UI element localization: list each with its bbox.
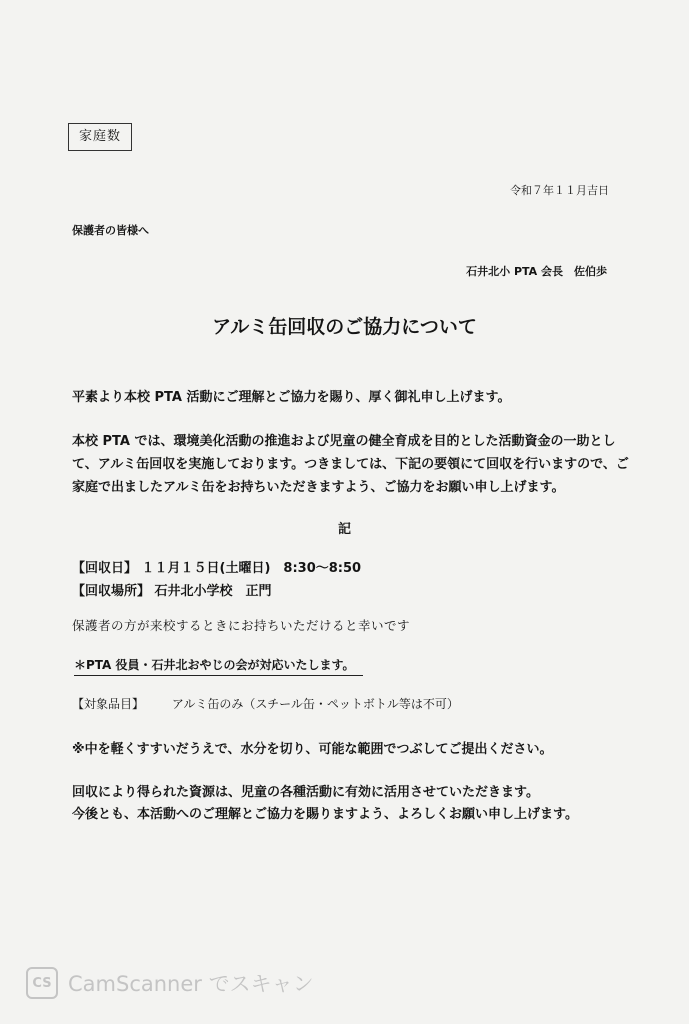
stamp-box: 家庭数 [68, 123, 132, 151]
intro-paragraph: 本校 PTA では、環境美化活動の推進および児童の健全育成を目的とした活動資金の一助として、アルミ缶回収を実施しております。つきましては、下記の要領にて回収を行いますので、ご家庭で出ましたアルミ缶をお持ちいただきますよう、ご協力をお願い申し上げます。 [72, 434, 629, 495]
page-title: アルミ缶回収のご協力について [212, 316, 477, 338]
camscanner-logo-icon: CS [26, 967, 58, 999]
collection-place-label: 【回収場所】 [72, 584, 151, 599]
collection-date-label: 【回収日】 [72, 561, 138, 576]
collection-place-row [72, 580, 272, 599]
target-items-label: 【対象品目】 [72, 697, 145, 711]
ki-heading: 記 [337, 522, 351, 537]
organizer-note: ＊PTA 役員・石井北おやじの会が対応いたします。 [74, 656, 363, 676]
addressee: 保護者の皆様へ [72, 224, 149, 237]
issue-date: 令和７年１１月吉日 [510, 184, 609, 197]
target-items-row [72, 695, 459, 712]
camscanner-watermark [26, 967, 314, 999]
greeting-paragraph: 平素より本校 PTA 活動にご理解とご協力を賜り、厚く御礼申し上げます。 [72, 390, 511, 405]
collection-place-value: 石井北小学校 正門 [154, 584, 272, 599]
collection-date-row [72, 557, 361, 576]
watermark-text: CamScanner でスキャン [68, 972, 314, 996]
sender: 石井北小 PTA 会長 佐伯歩 [466, 265, 607, 278]
closing-line-1: 回収により得られた資源は、児童の各種活動に有効に活用させていただきます。 [72, 785, 539, 800]
closing-line-2: 今後とも、本活動へのご理解とご協力を賜りますよう、よろしくお願い申し上げます。 [72, 807, 578, 822]
target-items-value: アルミ缶のみ（スチール缶・ペットボトル等は不可） [171, 697, 459, 711]
collection-date-value: １１月１５日(土曜日) 8:30〜8:50 [141, 561, 362, 576]
handwritten-note: 保護者の方が来校するときにお持ちいただけると幸いです [72, 618, 411, 633]
instruction-note: ※中を軽くすすいだうえで、水分を切り、可能な範囲でつぶしてご提出ください。 [72, 742, 553, 757]
